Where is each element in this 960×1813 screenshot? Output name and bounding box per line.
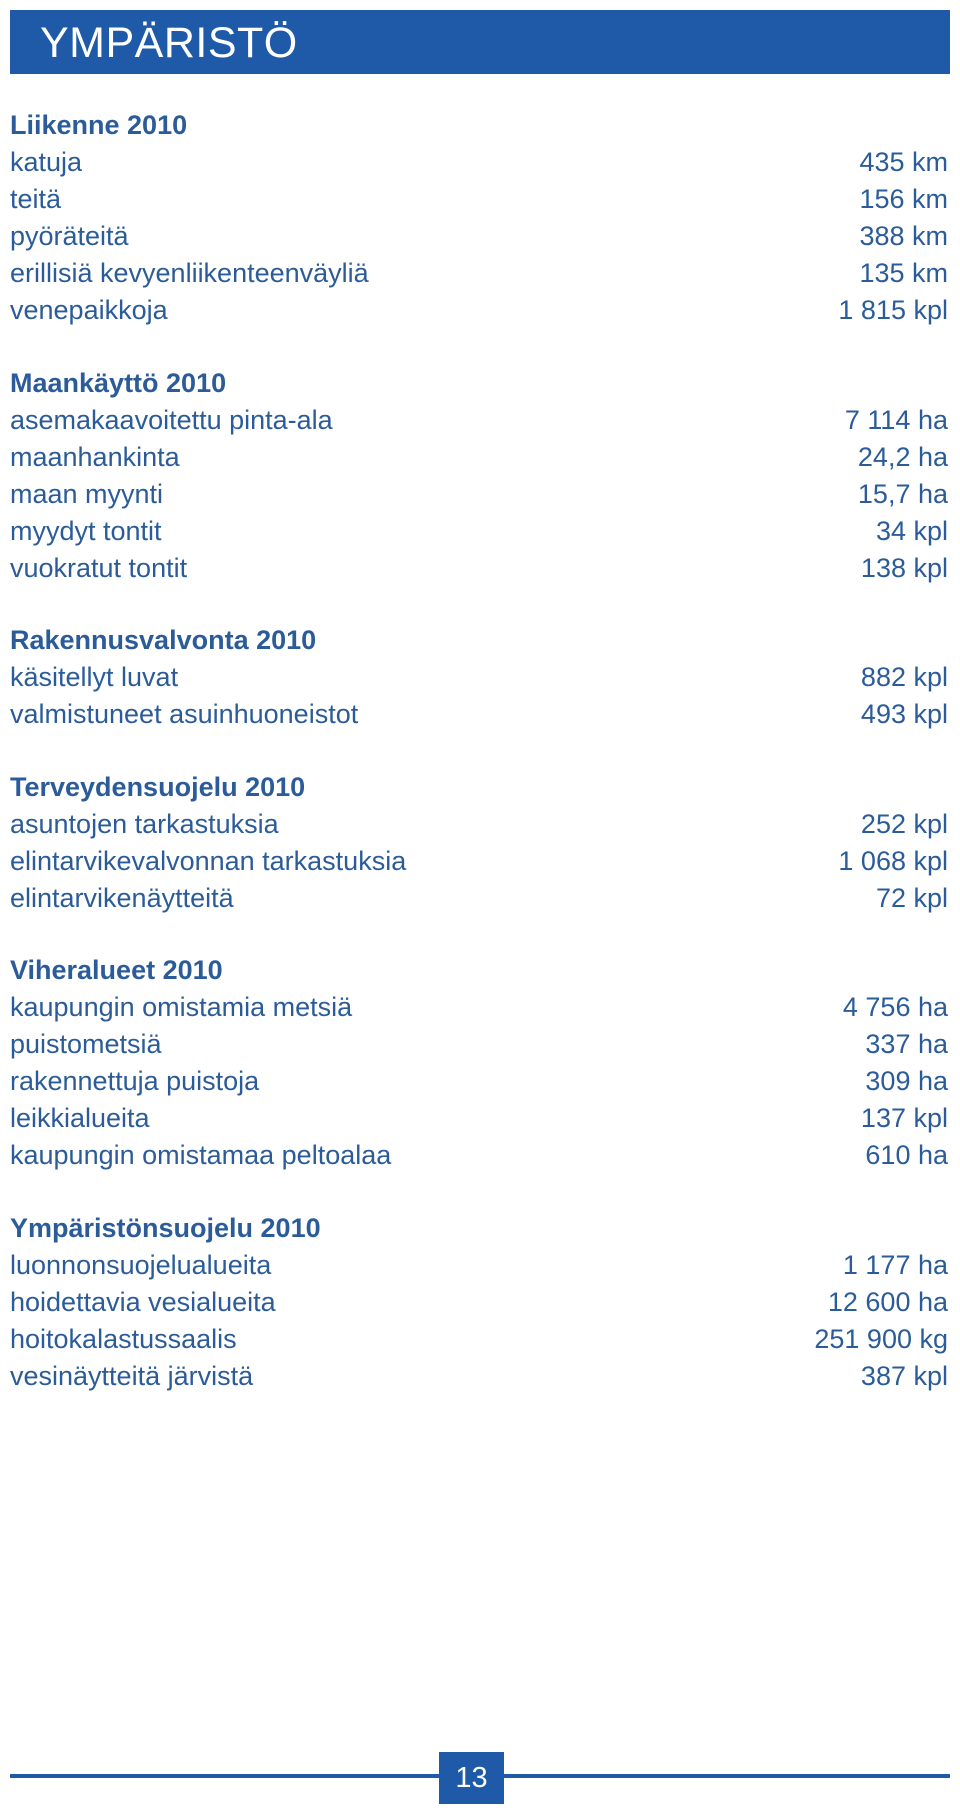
stat-value: 610 ha [865, 1140, 948, 1170]
stat-row [10, 1137, 948, 1174]
stats-section [10, 952, 948, 1174]
stat-label: kaupungin omistamaa peltoalaa [10, 1140, 392, 1170]
stat-label: elintarvikenäytteitä [10, 882, 234, 913]
stat-label: erillisiä kevyenliikenteenväyliä [10, 258, 369, 288]
stat-value: 24,2 ha [857, 441, 948, 472]
stat-row [10, 843, 948, 880]
stat-row [10, 880, 948, 917]
stat-value: 34 kpl [875, 515, 948, 546]
stat-label: rakennettuja puistoja [10, 1066, 260, 1096]
stat-label: leikkialueita [10, 1103, 150, 1133]
section-title: Terveydensuojelu 2010 [10, 771, 306, 802]
stat-label: valmistuneet asuinhuoneistot [10, 699, 359, 729]
stat-row [10, 1100, 948, 1137]
stat-row [10, 181, 948, 218]
stats-section [10, 1210, 948, 1395]
stat-value: 309 ha [865, 1066, 948, 1096]
stat-value: 387 kpl [860, 1360, 948, 1391]
stat-value: 882 kpl [860, 662, 948, 692]
stat-value: 4 756 ha [842, 992, 948, 1022]
stat-value: 135 km [859, 258, 948, 288]
stat-value: 252 kpl [860, 808, 948, 839]
stat-label: asemakaavoitettu pinta-ala [10, 404, 333, 435]
stat-row [10, 1321, 948, 1358]
stat-value: 138 kpl [860, 552, 948, 583]
stat-label: pyöräteitä [10, 221, 129, 251]
stat-label: hoidettavia vesialueita [10, 1286, 276, 1317]
stat-value: 137 kpl [860, 1103, 948, 1133]
stats-section [10, 622, 948, 733]
stat-value: 388 km [859, 221, 948, 251]
stat-label: maan myynti [10, 478, 164, 509]
stat-row [10, 476, 948, 513]
stat-label: katuja [10, 147, 83, 177]
stat-label: venepaikkoja [10, 295, 168, 325]
stat-row [10, 218, 948, 255]
stat-label: maanhankinta [10, 441, 180, 472]
stat-label: luonnonsuojelualueita [10, 1249, 272, 1280]
stat-row [10, 1247, 948, 1284]
stat-value: 1 177 ha [842, 1249, 948, 1280]
stat-label: puistometsiä [10, 1029, 162, 1059]
stat-value: 251 900 kg [814, 1323, 948, 1354]
stat-value: 337 ha [865, 1029, 948, 1059]
stat-row [10, 1063, 948, 1100]
page-number: 13 [439, 1752, 504, 1804]
stat-label: teitä [10, 184, 62, 214]
statistics-content [10, 107, 948, 1430]
stat-label: käsitellyt luvat [10, 662, 179, 692]
stat-value: 15,7 ha [857, 478, 948, 509]
stat-value: 12 600 ha [827, 1286, 948, 1317]
section-title: Liikenne 2010 [10, 110, 188, 140]
stats-section [10, 107, 948, 329]
stat-value: 1 815 kpl [838, 295, 948, 325]
stat-label: hoitokalastussaalis [10, 1323, 237, 1354]
stats-section [10, 365, 948, 587]
stat-row [10, 1358, 948, 1395]
stat-value: 156 km [859, 184, 948, 214]
stat-row [10, 1284, 948, 1321]
stat-row [10, 513, 948, 550]
stat-value: 7 114 ha [844, 404, 948, 435]
stat-label: myydyt tontit [10, 515, 162, 546]
stat-row [10, 144, 948, 181]
section-title: Viheralueet 2010 [10, 955, 223, 985]
page-title: YMPÄRISTÖ [40, 19, 298, 67]
stat-row [10, 550, 948, 587]
stat-row [10, 255, 948, 292]
stat-row [10, 402, 948, 439]
stat-row [10, 806, 948, 843]
stat-row [10, 696, 948, 733]
stats-section [10, 769, 948, 917]
stat-row [10, 292, 948, 329]
stat-label: vuokratut tontit [10, 552, 188, 583]
stat-label: asuntojen tarkastuksia [10, 808, 279, 839]
stat-value: 493 kpl [860, 699, 948, 729]
stat-value: 435 km [859, 147, 948, 177]
section-title: Ympäristönsuojelu 2010 [10, 1212, 321, 1243]
stat-row [10, 989, 948, 1026]
header-bar [10, 10, 950, 74]
stat-value: 1 068 kpl [838, 845, 948, 876]
stat-value: 72 kpl [875, 882, 948, 913]
stat-label: vesinäytteitä järvistä [10, 1360, 254, 1391]
stat-label: kaupungin omistamia metsiä [10, 992, 353, 1022]
section-title: Rakennusvalvonta 2010 [10, 625, 317, 655]
stat-row [10, 1026, 948, 1063]
stat-row [10, 659, 948, 696]
stat-row [10, 439, 948, 476]
stat-label: elintarvikevalvonnan tarkastuksia [10, 845, 407, 876]
section-title: Maankäyttö 2010 [10, 367, 227, 398]
